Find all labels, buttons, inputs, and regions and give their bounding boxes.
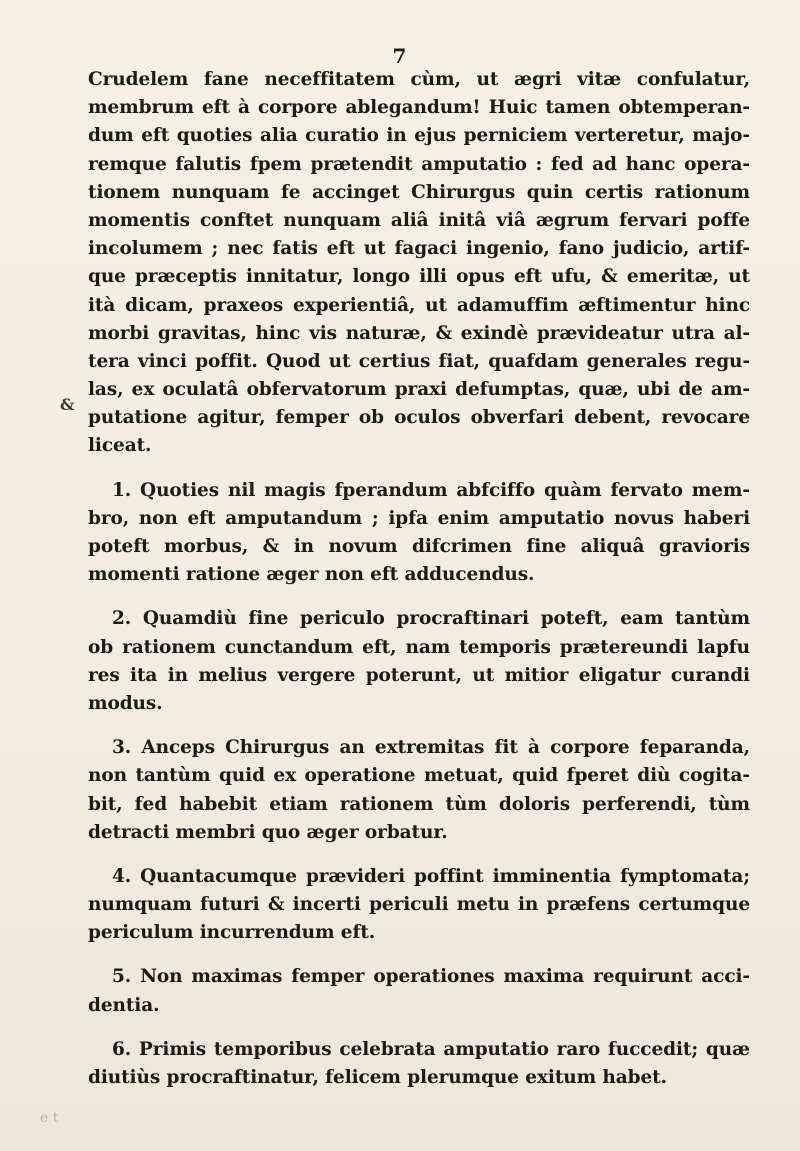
text-line: putatione agitur, femper ob oculos obverfari debent, revocare — [88, 407, 750, 429]
text-line: periculum incurrendum eft. — [88, 922, 376, 944]
text-line: 1. Quoties nil magis fperandum abfciffo quàm fervato mem- — [112, 479, 750, 501]
text-line: incolumem ; nec fatis eft ut fagaci ingenio, fano judicio, artif- — [88, 238, 750, 260]
paragraph-gap — [88, 847, 750, 863]
text-line: las, ex oculatâ obfervatorum praxi defumptas, quæ, ubi de am- — [88, 379, 750, 401]
paragraph-gap — [88, 947, 750, 963]
text-line: momenti ratione æger non eft adducendus. — [88, 564, 535, 586]
text-line: 5. Non maximas femper operationes maxima requirunt acci- — [112, 966, 750, 988]
text-line: 6. Primis temporibus celebrata amputatio raro fuccedit; quæ — [112, 1038, 750, 1060]
text-line: tionem nunquam fe accinget Chirurgus quin certis rationum — [88, 181, 750, 203]
text-line: 2. Quamdiù fine periculo procraftinari poteft, eam tantùm — [112, 608, 750, 630]
text-line: 3. Anceps Chirurgus an extremitas fit à corpore feparanda, — [112, 737, 750, 759]
text-line: bit, fed habebit etiam rationem tùm doloris perferendi, tùm — [88, 793, 750, 815]
text-line: morbi gravitas, hinc vis naturæ, & exindè prævideatur utra al- — [88, 322, 750, 344]
paragraph-intro — [88, 66, 750, 461]
text-line: non tantùm quid ex operatione metuat, quid fperet diù cogita- — [88, 765, 750, 787]
text-line: res ita in melius vergere poterunt, ut mitior eligatur curandi — [88, 664, 750, 686]
page-number: 7 — [392, 44, 408, 68]
text-line: ob rationem cunctandum eft, nam temporis prætereundi lapfu — [88, 636, 750, 658]
text-line: numquam futuri & incerti periculi metu in præfens certumque — [88, 894, 750, 916]
rule-5 — [88, 963, 750, 1019]
paragraph-gap — [88, 589, 750, 605]
body-text — [88, 66, 750, 1092]
text-line: detracti membri quo æger orbatur. — [88, 821, 448, 843]
page-smudge: e t — [40, 1110, 59, 1126]
text-line: tera vinci poffit. Quod ut certius fiat, quafdam generales regu- — [88, 350, 750, 372]
text-line: Crudelem fane neceffitatem cùm, ut ægri vitæ confulatur, — [88, 69, 750, 90]
text-line: dum eft quoties alia curatio in ejus perniciem verteretur, majo- — [88, 125, 750, 147]
paragraph-gap — [88, 1020, 750, 1036]
text-line: bro, non eft amputandum ; ipfa enim amputatio novus haberi — [88, 507, 750, 529]
text-line: que præceptis innitatur, longo illi opus eft ufu, & emeritæ, ut — [88, 266, 750, 288]
rule-3 — [88, 734, 750, 847]
paragraph-gap — [88, 718, 750, 734]
rule-1 — [88, 477, 750, 590]
text-line: poteft morbus, & in novum difcrimen fine aliquâ gravioris — [88, 536, 750, 557]
text-line: momentis conftet nunquam aliâ initâ viâ ægrum fervari poffe — [88, 209, 750, 231]
margin-mark: & — [60, 395, 75, 414]
rule-4 — [88, 863, 750, 948]
text-line: remque falutis fpem prætendit amputatio : fed ad hanc opera- — [88, 153, 750, 175]
text-line: 4. Quantacumque prævideri poffint imminentia fymptomata; — [112, 865, 750, 887]
text-line: liceat. — [88, 435, 152, 457]
paragraph-gap — [88, 461, 750, 477]
text-line: ità dicam, praxeos experientiâ, ut adamuffim æftimentur hinc — [88, 294, 750, 316]
text-line: modus. — [88, 692, 163, 714]
rule-6 — [88, 1036, 750, 1092]
rule-2 — [88, 605, 750, 718]
text-line: dentia. — [88, 994, 160, 1016]
text-line: diutiùs procraftinatur, felicem plerumque exitum habet. — [88, 1067, 667, 1088]
text-line: membrum eft à corpore ablegandum! Huic tamen obtemperan- — [88, 97, 750, 119]
